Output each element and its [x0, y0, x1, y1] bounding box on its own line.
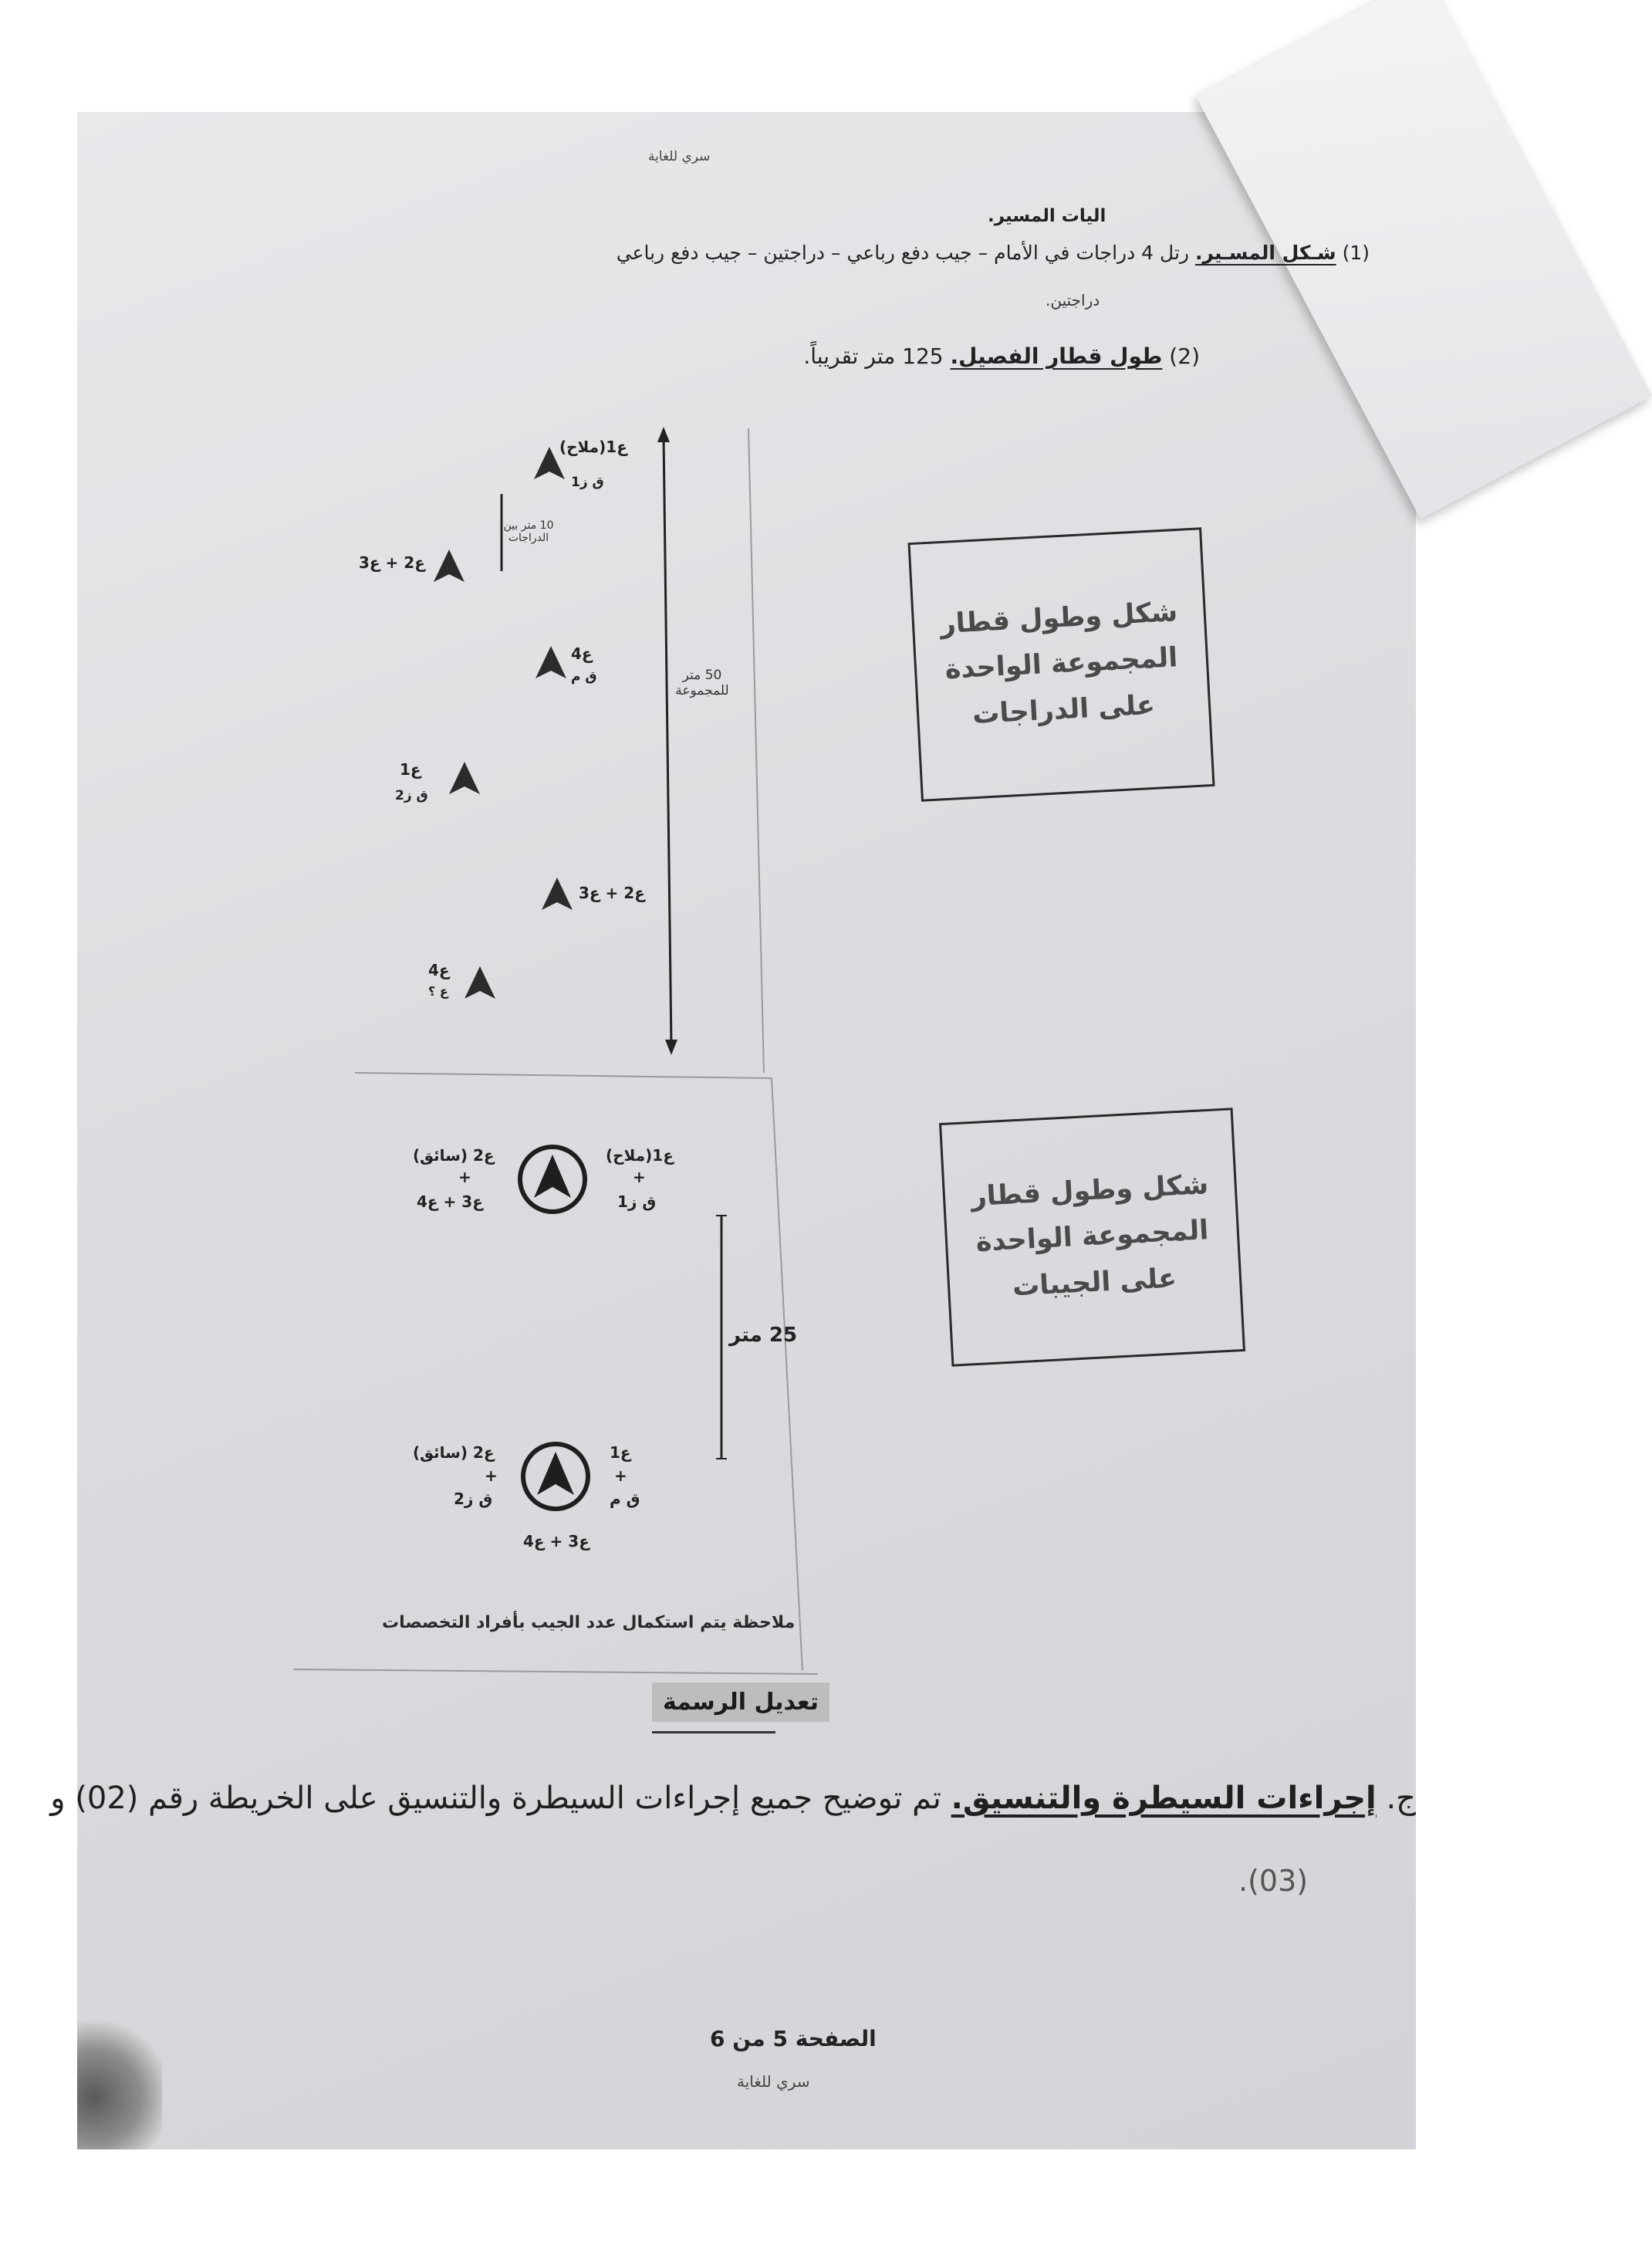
paragraph-line: [50, 1781, 1416, 1816]
bike3-label: ع4: [571, 644, 593, 663]
jeep1-left-top: ع2 (سائق): [413, 1146, 495, 1165]
item2-label: طول قطار الفصيل.: [950, 343, 1163, 369]
document-sheet: سري للغاية اليات المسير. (1) شـكل المسـير. رتل 4 دراجات في الأمام – جيب دفع رباعي – دراجتين – جيب دفع رباعي دراجتين. (2) طول قطار الفصيل. 125 متر تقريباً. ع1(ملاح) ق ز1 10 متر بين الدراجات ع2 + ع3 ع4 ق م 50 متر للمجموعة ع1 ق ز2 ع2 + ع3 ع4 ع ؟ شكل وطول قطار المجموعة الواحدة على الدراجات ع2 (سائق) + ع3 + ع4 ع1(ملاح) + ق ز1 25 متر ع2 (سائق) + ق ز2 ع1 + ق م ع3 + ع4 شكل وطول قطار المجموعة الواحدة على الجيبات ملاحظة يتم استكمال عدد الجيب بأفراد التخصصات تعديل الرسمة ج. إجراءات السيطرة والتنسيق. تم توضيح جميع إجراءات السيطرة والتنسيق على الخريطة رقم (02) و .(03) الصفحة 5 من 6 سري للغاية: [77, 112, 1416, 2149]
bikes-caption-box: [907, 527, 1215, 801]
bike4-sub: ق ز2: [395, 788, 428, 803]
bikes-box-line2: المجموعة الواحدة: [944, 642, 1179, 686]
motorcycle-triangle-icon: [540, 876, 574, 911]
bike1-sub: ق ز1: [571, 475, 604, 490]
bike2-label: ع2 + ع3: [359, 553, 425, 572]
jeep1-right-bottom: ق ز1: [617, 1192, 657, 1211]
jeeps-caption-box: [939, 1108, 1245, 1367]
bike6-label: ع4: [428, 961, 450, 979]
amendment-underline: [652, 1731, 775, 1733]
item1-continuation: دراجتين.: [1046, 291, 1100, 309]
jeep-circle-icon: [515, 1142, 590, 1216]
bike5-label: ع2 + ع3: [579, 884, 645, 902]
item2-text: 125 متر تقريباً.: [803, 343, 944, 369]
paragraph-text: تم توضيح جميع إجراءات السيطرة والتنسيق على الخريطة رقم (02) و: [50, 1781, 941, 1816]
item1-number: (1): [1342, 242, 1370, 264]
item1-label: شـكل المسـير.: [1194, 242, 1336, 264]
bike3-sub: ق م: [571, 669, 597, 685]
paragraph-label: إجراءات السيطرة والتنسيق.: [951, 1781, 1377, 1816]
motorcycle-triangle-icon: [534, 644, 568, 680]
jeep-circle-icon: [519, 1439, 593, 1513]
jeep2-below: ع3 + ع4: [523, 1532, 590, 1551]
motorcycle-triangle-icon: [463, 965, 497, 1000]
bikes-box-line3: على الدراجات: [971, 689, 1156, 730]
jeeps-box-line3: على الجيبات: [1012, 1263, 1178, 1303]
jeep2-left-bottom: ق ز2: [454, 1490, 493, 1508]
jeep1-left-bottom: ع3 + ع4: [417, 1192, 483, 1211]
jeep2-left-top: ع2 (سائق): [413, 1443, 495, 1462]
jeeps-box-line1: شكل وطول قطار: [970, 1168, 1210, 1212]
footer-classification: سري للغاية: [737, 2072, 810, 2091]
jeep2-right-top: ع1: [610, 1443, 631, 1462]
paragraph-letter: ج.: [1386, 1781, 1416, 1816]
jeep1-right-top: ع1(ملاح): [606, 1146, 674, 1165]
motorcycle-triangle-icon: [432, 548, 466, 583]
amendment-label: تعديل الرسمة: [652, 1683, 829, 1722]
bike1-label: ع1(ملاح): [559, 438, 627, 456]
header-watermark: سري للغاية: [648, 149, 711, 164]
item1-text: رتل 4 دراجات في الأمام – جيب دفع رباعي – دراجتين – جيب دفع رباعي: [616, 242, 1189, 264]
motorcycle-triangle-icon: [448, 760, 481, 796]
length-label-50: 50 متر للمجموعة: [675, 668, 729, 698]
paragraph-tail: .(03): [1238, 1864, 1309, 1898]
jeep2-right-bottom: ق م: [610, 1490, 640, 1508]
spacing-label: 10 متر بين الدراجات: [503, 519, 554, 544]
item2-number: (2): [1169, 343, 1200, 369]
bike6-sub: ع ؟: [428, 984, 448, 999]
jeeps-box-line2: المجموعة الواحدة: [975, 1215, 1210, 1259]
diagram-note: ملاحظة يتم استكمال عدد الجيب بأفراد التخصصات: [382, 1613, 796, 1632]
section-heading: اليات المسير.: [988, 206, 1106, 226]
length-label-25: 25 متر: [729, 1324, 798, 1347]
page-number: الصفحة 5 من 6: [710, 2026, 877, 2051]
bike4-label: ع1: [400, 760, 421, 779]
bikes-box-line1: شكل وطول قطار: [939, 596, 1179, 640]
